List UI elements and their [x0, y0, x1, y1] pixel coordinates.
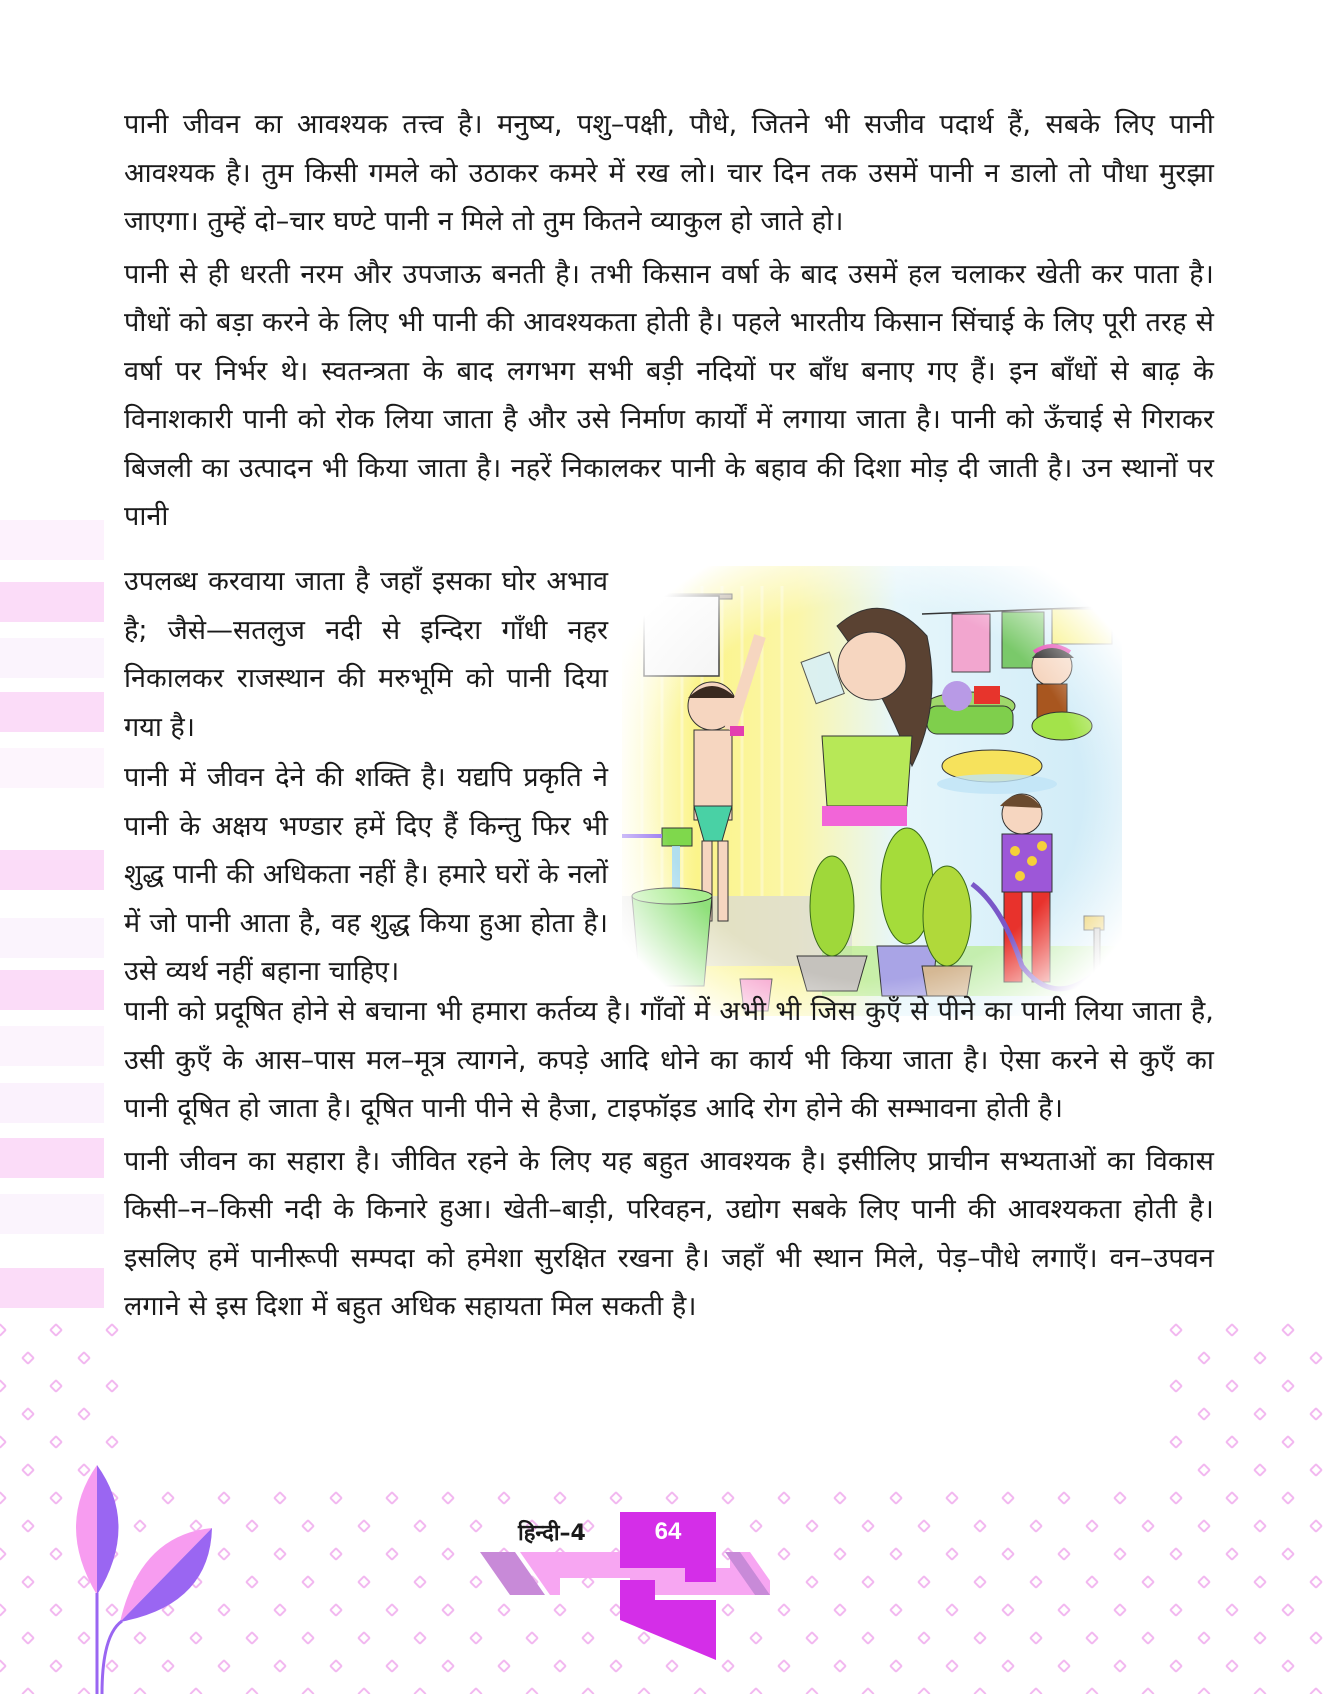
diamond-dot	[1029, 1575, 1043, 1589]
stripe	[0, 850, 104, 890]
diamond-dot	[1197, 1519, 1211, 1533]
diamond-dot	[945, 1547, 959, 1561]
diamond-dot	[917, 1519, 931, 1533]
leaf-decoration-icon	[60, 1465, 220, 1694]
diamond-dot	[973, 1575, 987, 1589]
diamond-dot	[637, 1687, 651, 1694]
diamond-dot	[777, 1547, 791, 1561]
diamond-dot	[749, 1687, 763, 1694]
body-text-top	[124, 101, 1214, 542]
diamond-dot	[1225, 1659, 1239, 1673]
diamond-dot	[273, 1603, 287, 1617]
diamond-dot	[1085, 1687, 1099, 1694]
diamond-dot	[1281, 1603, 1295, 1617]
diamond-dot	[1001, 1491, 1015, 1505]
diamond-dot	[0, 1323, 7, 1337]
diamond-dot	[1141, 1631, 1155, 1645]
water-use-illustration	[622, 566, 1122, 1016]
diamond-dot	[609, 1659, 623, 1673]
diamond-dot	[1253, 1351, 1267, 1365]
diamond-dot	[441, 1491, 455, 1505]
body-text-bottom	[124, 988, 1214, 1332]
diamond-dot	[1309, 1631, 1323, 1645]
stripe	[0, 1194, 104, 1234]
diamond-dot	[21, 1463, 35, 1477]
stripe	[0, 692, 104, 732]
diamond-dot	[1113, 1547, 1127, 1561]
diamond-dot	[1281, 1547, 1295, 1561]
diamond-dot	[21, 1687, 35, 1694]
diamond-dot	[469, 1687, 483, 1694]
diamond-dot	[1141, 1687, 1155, 1694]
diamond-dot	[1197, 1631, 1211, 1645]
page-number: 64	[654, 1518, 682, 1545]
diamond-dot	[777, 1491, 791, 1505]
diamond-dot	[1281, 1659, 1295, 1673]
diamond-dot	[805, 1631, 819, 1645]
subject-label: हिन्दी–4	[518, 1521, 586, 1546]
diamond-dot	[1141, 1575, 1155, 1589]
diamond-dot	[1085, 1631, 1099, 1645]
diamond-dot	[553, 1491, 567, 1505]
diamond-dot	[357, 1519, 371, 1533]
diamond-dot	[889, 1491, 903, 1505]
stripe	[0, 918, 104, 958]
diamond-dot	[581, 1687, 595, 1694]
diamond-dot	[1309, 1519, 1323, 1533]
diamond-dot	[21, 1351, 35, 1365]
diamond-dot	[413, 1687, 427, 1694]
diamond-dot	[973, 1519, 987, 1533]
diamond-dot	[833, 1603, 847, 1617]
diamond-dot	[245, 1687, 259, 1694]
stripe	[0, 520, 104, 560]
diamond-dot	[0, 1379, 7, 1393]
diamond-dot	[1169, 1547, 1183, 1561]
diamond-dot	[273, 1659, 287, 1673]
diamond-dot	[665, 1491, 679, 1505]
diamond-dot	[609, 1491, 623, 1505]
diamond-dot	[1225, 1323, 1239, 1337]
diamond-dot	[329, 1603, 343, 1617]
diamond-dot	[0, 1659, 7, 1673]
stripe	[0, 1138, 104, 1178]
diamond-dot	[889, 1659, 903, 1673]
diamond-dot	[1281, 1323, 1295, 1337]
diamond-dot	[973, 1631, 987, 1645]
diamond-dot	[1169, 1491, 1183, 1505]
diamond-dot	[301, 1631, 315, 1645]
diamond-dot	[0, 1547, 7, 1561]
paragraph-2: पानी से ही धरती नरम और उपजाऊ बनती है। तभी किसान वर्षा के बाद उसमें हल चलाकर खेती कर पाता है। पौधों को बड़ा करने के लिए भी पानी की आवश्यकता होती है। पहले भारतीय किसान सिंचाई के लिए पूरी तरह से वर्षा पर निर्भर थे। स्वतन्त्रता के बाद लगभग सभी बड़ी नदियों पर बाँध बनाए गए हैं। इन बाँधों से बाढ़ के विनाशकारी पानी को रोक लिया जाता है और उसे निर्माण कार्यों में लगाया जाता है। पानी को ऊँचाई से गिराकर बिजली का उत्पादन भी किया जाता है। नहरें निकालकर पानी के बहाव की दिशा मोड़ दी जाती है। उन स्थानों पर पानी	[124, 258, 1214, 532]
diamond-dot	[861, 1631, 875, 1645]
diamond-dot	[777, 1659, 791, 1673]
diamond-dot	[1141, 1519, 1155, 1533]
diamond-dot	[805, 1575, 819, 1589]
diamond-dot	[385, 1659, 399, 1673]
diamond-dot	[329, 1547, 343, 1561]
diamond-dot	[665, 1659, 679, 1673]
diamond-dot	[1169, 1659, 1183, 1673]
diamond-dot	[273, 1491, 287, 1505]
diamond-dot	[1113, 1603, 1127, 1617]
diamond-dot	[77, 1407, 91, 1421]
diamond-dot	[1309, 1463, 1323, 1477]
diamond-dot	[441, 1659, 455, 1673]
diamond-dot	[1197, 1407, 1211, 1421]
diamond-dot	[49, 1379, 63, 1393]
diamond-dot	[385, 1547, 399, 1561]
diamond-dot	[1001, 1547, 1015, 1561]
diamond-dot	[721, 1491, 735, 1505]
diamond-dot	[1197, 1575, 1211, 1589]
diamond-dot	[49, 1435, 63, 1449]
diamond-dot	[497, 1659, 511, 1673]
diamond-dot	[1169, 1379, 1183, 1393]
diamond-dot	[301, 1575, 315, 1589]
diamond-dot	[413, 1519, 427, 1533]
diamond-dot	[1225, 1379, 1239, 1393]
diamond-dot	[1225, 1603, 1239, 1617]
diamond-dot	[105, 1379, 119, 1393]
diamond-dot	[301, 1687, 315, 1694]
diamond-dot	[833, 1491, 847, 1505]
diamond-dot	[945, 1659, 959, 1673]
diamond-dot	[413, 1575, 427, 1589]
diamond-dot	[21, 1631, 35, 1645]
diamond-dot	[1029, 1519, 1043, 1533]
diamond-dot	[721, 1659, 735, 1673]
diamond-dot	[889, 1603, 903, 1617]
diamond-dot	[1085, 1519, 1099, 1533]
stripe	[0, 748, 104, 788]
diamond-dot	[861, 1687, 875, 1694]
diamond-dot	[245, 1575, 259, 1589]
diamond-dot	[21, 1407, 35, 1421]
diamond-dot	[0, 1435, 7, 1449]
diamond-dot	[1253, 1631, 1267, 1645]
diamond-dot	[1253, 1407, 1267, 1421]
stripe	[0, 1268, 104, 1308]
diamond-dot	[805, 1687, 819, 1694]
paragraph-1: पानी जीवन का आवश्यक तत्त्व है। मनुष्य, पशु–पक्षी, पौधे, जितने भी सजीव पदार्थ हैं, सबके लिए पानी आवश्यक है। तुम किसी गमले को उठाकर कमरे में रख लो। चार दिन तक उसमें पानी न डालो तो पौधा मुरझा जाएगा। तुम्हें दो–चार घण्टे पानी न मिले तो तुम कितने व्याकुल हो जाते हो।	[124, 109, 1214, 237]
diamond-dot	[21, 1575, 35, 1589]
diamond-dot	[357, 1631, 371, 1645]
body-text-narrow	[124, 558, 608, 997]
diamond-dot	[1309, 1575, 1323, 1589]
diamond-dot	[1001, 1659, 1015, 1673]
diamond-dot	[1057, 1603, 1071, 1617]
diamond-dot	[1169, 1603, 1183, 1617]
diamond-dot	[497, 1491, 511, 1505]
diamond-dot	[1253, 1519, 1267, 1533]
diamond-dot	[1029, 1631, 1043, 1645]
diamond-dot	[833, 1659, 847, 1673]
diamond-dot	[1029, 1687, 1043, 1694]
diamond-dot	[917, 1575, 931, 1589]
stripe	[0, 638, 104, 678]
diamond-dot	[945, 1603, 959, 1617]
diamond-dot	[1057, 1547, 1071, 1561]
diamond-dot	[1225, 1435, 1239, 1449]
diamond-dot	[1113, 1491, 1127, 1505]
diamond-dot	[525, 1687, 539, 1694]
diamond-dot	[833, 1547, 847, 1561]
paragraph-4: पानी को प्रदूषित होने से बचाना भी हमारा कर्तव्य है। गाँवों में अभी भी जिस कुएँ से पीने का पानी लिया जाता है, उसी कुएँ के आस–पास मल–मूत्र त्यागने, कपड़े आदि धोने का कार्य भी किया जाता है। ऐसा करने से कुएँ का पानी दूषित हो जाता है। दूषित पानी पीने से हैजा, टाइफॉइड आदि रोग होने की सम्भावना होती है।	[124, 996, 1214, 1124]
diamond-dot	[805, 1519, 819, 1533]
diamond-dot	[1253, 1463, 1267, 1477]
diamond-dot	[329, 1491, 343, 1505]
diamond-dot	[357, 1575, 371, 1589]
diamond-dot	[1057, 1659, 1071, 1673]
diamond-dot	[49, 1323, 63, 1337]
diamond-dot	[385, 1491, 399, 1505]
stripe	[0, 1026, 104, 1066]
diamond-dot	[917, 1631, 931, 1645]
diamond-dot	[1225, 1491, 1239, 1505]
diamond-dot	[245, 1519, 259, 1533]
diamond-dot	[1197, 1687, 1211, 1694]
stripe	[0, 582, 104, 622]
diamond-dot	[0, 1603, 7, 1617]
diamond-dot	[861, 1519, 875, 1533]
diamond-dot	[1001, 1603, 1015, 1617]
diamond-dot	[1169, 1435, 1183, 1449]
diamond-dot	[1309, 1407, 1323, 1421]
diamond-dot	[1197, 1351, 1211, 1365]
diamond-dot	[0, 1491, 7, 1505]
diamond-dot	[1281, 1435, 1295, 1449]
illustration-icon	[622, 566, 1122, 1016]
diamond-dot	[1085, 1575, 1099, 1589]
diamond-dot	[889, 1547, 903, 1561]
diamond-dot	[917, 1687, 931, 1694]
diamond-dot	[945, 1491, 959, 1505]
diamond-dot	[777, 1603, 791, 1617]
diamond-dot	[1253, 1687, 1267, 1694]
diamond-dot	[693, 1687, 707, 1694]
diamond-dot	[329, 1659, 343, 1673]
paragraph-3: पानी में जीवन देने की शक्ति है। यद्यपि प्रकृति ने पानी के अक्षय भण्डार हमें दिए हैं किन्तु फिर भी शुद्ध पानी की अधिकता नहीं है। हमारे घरों के नलों में जो पानी आता है, वह शुद्ध किया हुआ होता है। उसे व्यर्थ नहीं बहाना चाहिए।	[124, 762, 608, 987]
diamond-dot	[1113, 1659, 1127, 1673]
diamond-dot	[105, 1323, 119, 1337]
diamond-dot	[973, 1687, 987, 1694]
stripe	[0, 1083, 104, 1123]
diamond-dot	[301, 1519, 315, 1533]
stripe	[0, 970, 104, 1010]
diamond-dot	[861, 1575, 875, 1589]
diamond-dot	[245, 1631, 259, 1645]
diamond-dot	[413, 1631, 427, 1645]
diamond-dot	[1281, 1491, 1295, 1505]
diamond-dot	[1197, 1463, 1211, 1477]
paragraph-2-continued: उपलब्ध करवाया जाता है जहाँ इसका घोर अभाव है; जैसे—सतलुज नदी से इन्दिरा गाँधी नहर निकालकर राजस्थान की मरुभूमि को पानी दिया गया है।	[124, 566, 608, 743]
diamond-dot	[1253, 1575, 1267, 1589]
diamond-dot	[385, 1603, 399, 1617]
diamond-dot	[553, 1659, 567, 1673]
diamond-dot	[441, 1603, 455, 1617]
diamond-dot	[357, 1687, 371, 1694]
diamond-dot	[441, 1547, 455, 1561]
diamond-dot	[1281, 1379, 1295, 1393]
diamond-dot	[1309, 1687, 1323, 1694]
diamond-dot	[1225, 1547, 1239, 1561]
diamond-dot	[1309, 1351, 1323, 1365]
paragraph-5: पानी जीवन का सहारा है। जीवित रहने के लिए यह बहुत आवश्यक है। इसीलिए प्राचीन सभ्यताओं का विकास किसी–न–किसी नदी के किनारे हुआ। खेती–बाड़ी, परिवहन, उद्योग सबके लिए पानी की आवश्यकता होती है। इसलिए हमें पानीरूपी सम्पदा को हमेशा सुरक्षित रखना है। जहाँ भी स्थान मिले, पेड़–पौधे लगाएँ। वन–उपवन लगाने से इस दिशा में बहुत अधिक सहायता मिल सकती है।	[124, 1145, 1214, 1322]
diamond-dot	[21, 1519, 35, 1533]
diamond-dot	[105, 1435, 119, 1449]
diamond-dot	[77, 1351, 91, 1365]
diamond-dot	[1057, 1491, 1071, 1505]
diamond-dot	[273, 1547, 287, 1561]
